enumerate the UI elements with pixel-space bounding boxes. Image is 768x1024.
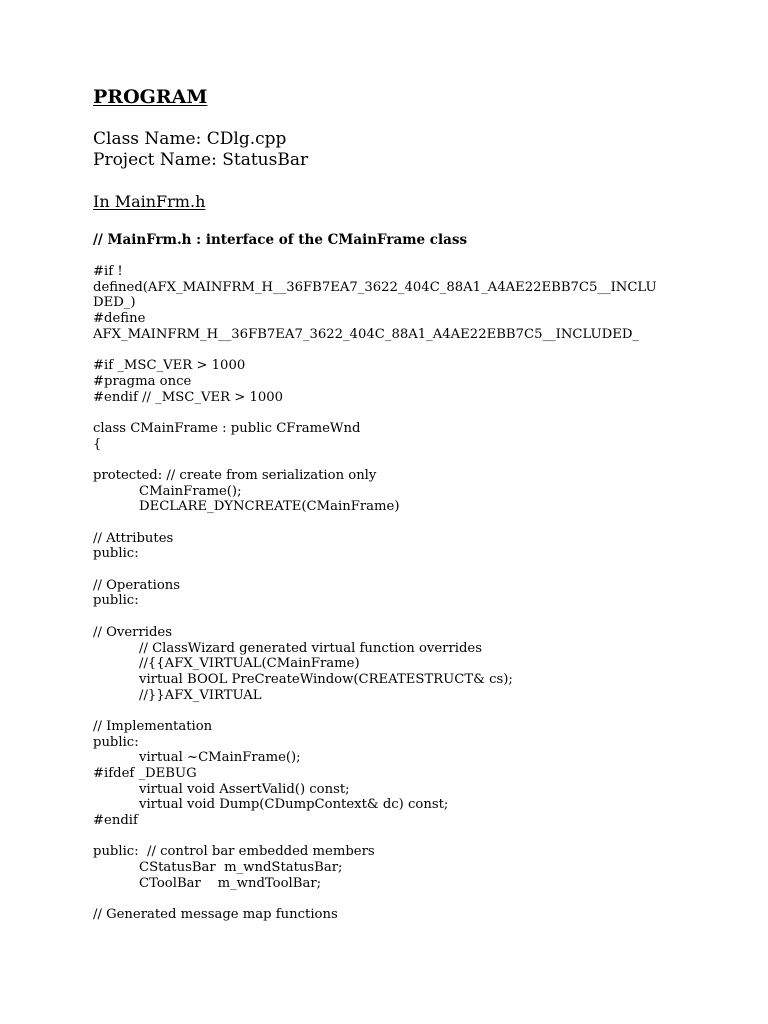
code-line: public:: [93, 593, 139, 609]
code-line: AFX_MAINFRM_H__36FB7EA7_3622_404C_88A1_A4AE22EBB7C5__INCLUDED_: [93, 326, 640, 342]
code-line: defined(AFX_MAINFRM_H__36FB7EA7_3622_404C_88A1_A4AE22EBB7C5__INCLU: [93, 279, 657, 295]
project-name-line: Project Name: StatusBar: [93, 150, 309, 170]
code-line: virtual BOOL PreCreateWindow(CREATESTRUCT& cs);: [139, 671, 513, 687]
class-name-line: Class Name: CDlg.cpp: [93, 129, 287, 149]
code-line: #ifdef _DEBUG: [93, 766, 197, 781]
code-line: #endif: [93, 813, 138, 829]
code-line: [93, 703, 683, 719]
code-line: #pragma once: [93, 373, 192, 389]
code-line: protected: // create from serialization only: [93, 467, 377, 483]
code-line: CToolBar m_wndToolBar;: [139, 875, 322, 891]
code-line: virtual void AssertValid() const;: [139, 781, 350, 797]
code-line: DECLARE_DYNCREATE(CMainFrame): [139, 499, 400, 515]
code-line: #if _MSC_VER > 1000: [93, 358, 246, 374]
code-line: // Attributes: [93, 530, 174, 546]
code-line: public:: [93, 546, 139, 562]
code-line: public:: [93, 734, 139, 750]
code-line: CMainFrame();: [139, 483, 242, 499]
code-line: [93, 452, 683, 468]
code-line: [93, 892, 683, 908]
code-line: #define: [93, 311, 146, 327]
code-line: CStatusBar m_wndStatusBar;: [139, 860, 343, 876]
code-line: [93, 609, 683, 625]
code-line: virtual ~CMainFrame();: [139, 750, 301, 766]
code-line: // Overrides: [93, 624, 172, 640]
code-line: // ClassWizard generated virtual function overrides: [139, 640, 482, 656]
section-heading: In MainFrm.h: [93, 192, 206, 211]
file-comment: // MainFrm.h : interface of the CMainFrame class: [93, 232, 468, 248]
code-line: class CMainFrame : public CFrameWnd: [93, 420, 361, 436]
code-line: [93, 562, 683, 578]
code-line: // Implementation: [93, 718, 213, 734]
code-line: [93, 342, 683, 358]
code-line: [93, 515, 683, 531]
code-line: //}}AFX_VIRTUAL: [139, 687, 262, 703]
code-line: {: [93, 436, 102, 452]
document-title: PROGRAM: [93, 86, 208, 108]
code-line: virtual void Dump(CDumpContext& dc) const;: [139, 797, 449, 813]
code-line: #if !: [93, 264, 123, 279]
code-line: DED_): [93, 295, 136, 311]
code-line: [93, 405, 683, 421]
code-listing: [93, 264, 683, 923]
code-line: // Generated message map functions: [93, 907, 338, 923]
code-line: public: // control bar embedded members: [93, 844, 375, 860]
code-line: // Operations: [93, 577, 181, 593]
code-line: //{{AFX_VIRTUAL(CMainFrame): [139, 656, 360, 672]
code-line: #endif // _MSC_VER > 1000: [93, 389, 284, 405]
code-line: [93, 829, 683, 845]
